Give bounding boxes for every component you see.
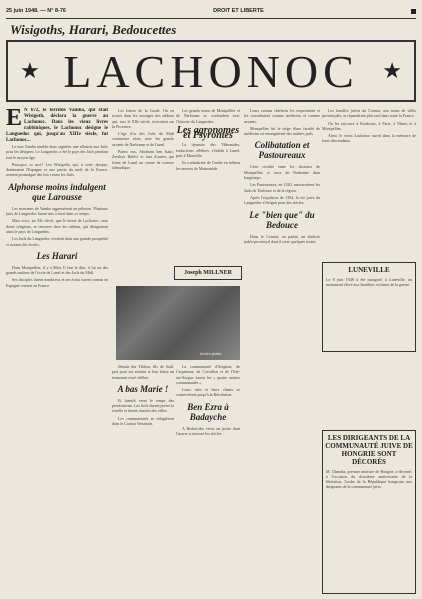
issue-date: 25 juin 1948. — N° 8-76 [6,8,66,14]
lead-paragraph [6,108,108,144]
paper-name: DROIT ET LIBERTE [213,8,264,14]
title-box [6,40,416,102]
star-icon: ★ [382,58,402,83]
box-hongrie [322,430,416,594]
headline-colibatation: Colibatation et Pastoureaux [254,140,310,161]
box-luneville-title: LUNEVILLE [348,266,390,274]
column-5: Les familles juives du Comtat, aux noms de villes provençales, se répandirent plus tard dans toute la France. On les retrouve à Bordeaux, à Paris, à Nîmes et à Montpellier. Ainsi, le vieux Lachonoc survit dans la mémoire de leurs descendants. [322,108,416,144]
headline-harari: Les Harari [36,250,78,261]
box-hongrie-text: M. Olamela, premier ministre de Hongrie, a décerné, à l'occasion du deuxième anniversaire de la libération, l'ordre de la République hongroise aux dirigeants de la communauté juive. [326,469,412,489]
box-luneville [322,262,416,352]
page-header [6,6,416,16]
page-title: LACHONOC [63,45,359,97]
headline-bien: Le "bien que" du Bedouce [249,209,315,230]
star-icon: ★ [20,58,40,83]
ghetto-photo [116,286,240,360]
headline-alphonse: Alphonse moins indulgent que Larousse [8,181,106,202]
subtitle: Wisigoths, Harari, Bedoucettes [10,22,177,37]
column-3: Les grands noms de Montpellier et de Narbonne se confondent avec l'histoire du Languedoc. Les agronomes et Psyrontes La dynastie des Tibbonides, traducteurs célèbres, s'établit à Lunel, puis à Marseille. Ils traduisirent de l'arabe en hébreu les œuvres de Maïmonide. [176,108,240,171]
box-hongrie-title: LES DIRIGEANTS DE LA COMMUNAUTÉ JUIVE DE HONGRIE SONT DÉCORÉS [325,434,413,466]
author-byline: Joseph MILLNER [174,266,242,280]
divider [6,18,416,19]
headline-abas: A bas Marie ! [117,383,169,394]
box-luneville-text: Le 8 juin 1948 à été inauguré, à Luneville, un monument élevé aux Israélites victimes de la guerre. [326,277,412,287]
column-2: Les lettres de la Gaule. On en trouve dans les ouvrages des rabbins qui, vers le XIIe siècle, écrivaient sur la Provence. L'âge d'or des Juifs du Midi commence alors, avec les grands savants de Narbonne et de Lunel. Parmi eux, Abraham ben Isaac, Zerahya Halévi et tant d'autres qui firent de Lunel un centre de science talmudique. [112,108,174,170]
headline-eres: Ben Ezra à Badayche [187,401,229,422]
square-icon [411,9,416,14]
column-2-lower: Jehuda ibn Tibbon, fils de Saül, pria pour ses enfants et leur laissa un testament resté célèbre. A bas Marie ! Et bientôt vient le temps des persécutions. Les Juifs durent porter la rouelle et furent chassés des villes. Les communautés se réfugièrent dans le Comtat Venaissin. [112,364,174,427]
drop-cap: E [6,108,23,131]
photo-caption: Ancien ghetto [200,352,222,356]
column-4: Leurs voisins chrétiens les respectaient et les consultaient comme médecins et comme savants. Montpellier fut le siège d'une faculté de médecine où enseignèrent des maîtres juifs. Colibatation et Pastoureaux Cette rivalité entre les docteurs de Montpellier et ceux de Narbonne dura longtemps. Les Pastoureaux, en 1320, massacrèrent les Juifs de Toulouse et de la région. Après l'expulsion de 1394, la vie juive du Languedoc s'éteignit pour des siècles. Le "bien que" du Bedouce Dans le Comtat, on parlait un dialecte judéo-provençal dont il reste quelques textes. [244,108,320,244]
column-3-lower: La communauté d'Avignon, de Carpentras, de Cavaillon et de l'Isle-sur-Sorgue furent les « quatre saintes communautés ». Leurs rites et leurs chants se conservèrent jusqu'à la Révolution. Ben Ezra à Badayche A Bedarrides vécut un poète dont l'œuvre a traversé les siècles. [176,364,240,437]
column-1: E N 672, le terrible Vamba, qui était Wisigoth, déclara la guerre au Lachonoc. Dans les vieux livres rabbiniques, le Lachonoc désigne le Languedoc qui, jusqu'au XIIIe siècle, fut Lachonoc... Le mot Vamba semble donc signifier une allusion aux Juifs pour les désigner. Le Languedoc a été le pays des Juifs pendant tout le moyen âge. Pourquoi ce mot? Les Wisigoths qui, à cette époque, dominaient l'Espagne et une partie du midi de la France, avaient promulgué des lois contre les Juifs. Alphonse moins indulgent que Larousse Les marranes de Vamba eggressèrent en pèlerins. Plusieurs juifs de Languedoc furent mis à mort dans ce temps. Mais voici, au XIe siècle, que le terme de Lachonoc, sans doute religieux, se retrouve chez les rabbins, qui désignaient ainsi le pays de Languedoc. Les Juifs du Languedoc vivaient dans une grande prospérité et avaient des écoles. Les Harari Dans Montpellier, il y a Meir. Il faut le dire, il fut un des grands maîtres de l'école de Lunel et des Juifs du Midi. Ses disciples furent nombreux et ses écrits furent connus en Espagne comme en France. [6,108,108,288]
headline-agronomes: Les agronomes et Psyrontes [176,124,240,142]
lead-text: N 672, le terrible Vamba, qui était Wisigoth, déclara la guerre au Lachonoc. Dans les vieux livres rabbiniques, le Lachonoc désigne le Languedoc qui, jusqu'au XIIIe siècle, fut Lachonoc... [6,108,108,143]
